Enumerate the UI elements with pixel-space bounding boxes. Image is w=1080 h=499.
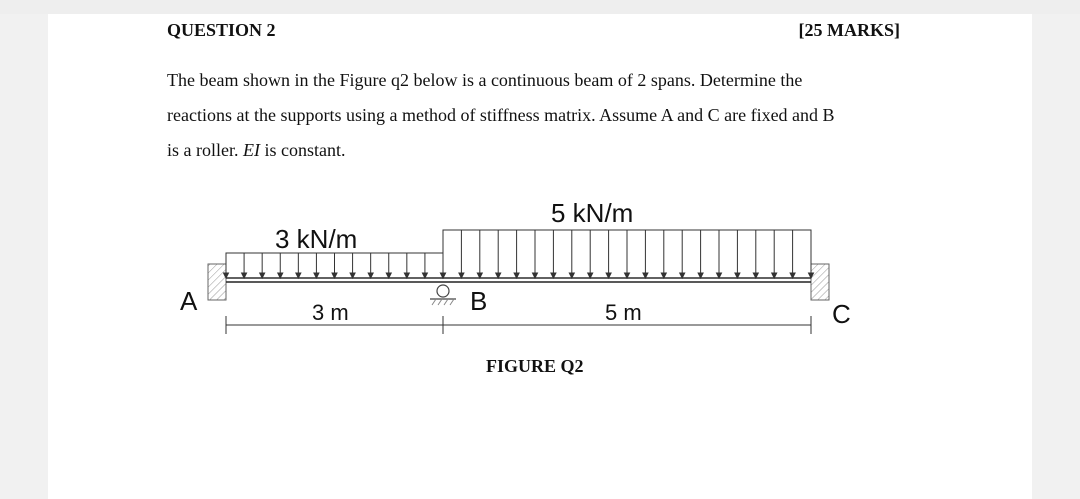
support-label-b: B <box>470 286 488 316</box>
load-right-label: 5 kN/m <box>551 198 634 228</box>
span-right-label: 5 m <box>605 300 642 325</box>
udl-right-arrows <box>441 230 814 278</box>
question-line-3-post: is constant. <box>259 140 346 160</box>
support-label-a: A <box>180 286 198 316</box>
span-left-label: 3 m <box>312 300 349 325</box>
question-title: QUESTION 2 <box>167 20 276 40</box>
question-marks: [25 MARKS] <box>798 20 900 40</box>
ei-term: EI <box>242 140 260 160</box>
support-label-c: C <box>832 299 851 329</box>
fixed-support-c <box>811 264 829 300</box>
roller-support-b <box>430 285 456 305</box>
udl-left-arrows <box>224 253 446 278</box>
fixed-support-a <box>208 264 226 300</box>
figure-caption: FIGURE Q2 <box>486 356 584 376</box>
load-left-label: 3 kN/m <box>275 224 358 254</box>
question-line-2: reactions at the supports using a method of stiffness matrix. Assume A and C are fixed and B <box>167 105 835 125</box>
question-line-3-pre: is a roller. <box>167 140 243 160</box>
question-line-1: The beam shown in the Figure q2 below is a continuous beam of 2 spans. Determine the <box>167 70 803 90</box>
